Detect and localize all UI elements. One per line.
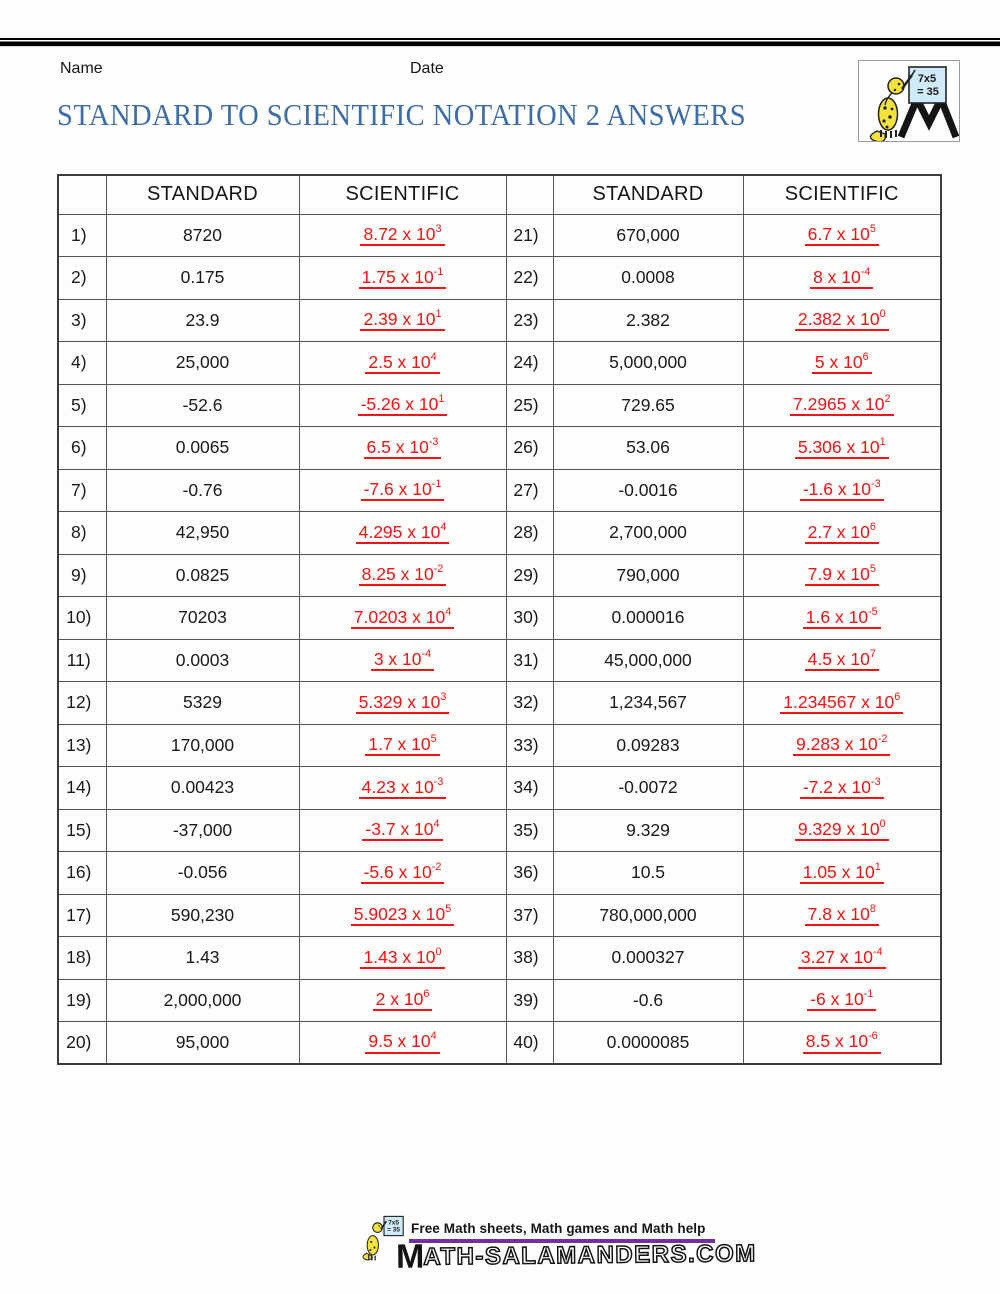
problem-number: 21)	[506, 214, 553, 257]
answer-underlined: -5.6 x $10^{-2}$	[361, 863, 445, 884]
salamander-icon	[363, 1221, 386, 1260]
problem-number: 28)	[506, 512, 553, 555]
scientific-answer	[743, 597, 941, 640]
standard-value: 8720	[106, 214, 299, 257]
table-row	[58, 979, 941, 1022]
answer-underlined: 5.329 x $10^3$	[356, 693, 450, 714]
header-blank-left	[58, 175, 106, 214]
answer-underlined: 2.5 x $10^4$	[365, 353, 439, 374]
answer-underlined: 7.2965 x $10^2$	[790, 395, 894, 416]
answer-underlined: 5.306 x $10^1$	[795, 438, 889, 459]
problem-number: 22)	[506, 257, 553, 300]
scientific-answer	[299, 979, 506, 1022]
scientific-answer	[299, 852, 506, 895]
scientific-answer	[299, 597, 506, 640]
table-row	[58, 554, 941, 597]
problem-number: 33)	[506, 724, 553, 767]
header-blank-right	[506, 175, 553, 214]
problem-number: 37)	[506, 894, 553, 937]
table-row	[58, 682, 941, 725]
answer-underlined: 2.7 x $10^6$	[805, 523, 879, 544]
answer-underlined: 4.23 x $10^{-3}$	[359, 778, 447, 799]
standard-value: 790,000	[553, 554, 743, 597]
standard-value: 0.00423	[106, 767, 299, 810]
scientific-answer	[299, 469, 506, 512]
problem-number: 13)	[58, 724, 106, 767]
problem-number: 4)	[58, 342, 106, 385]
answer-underlined: 6.5 x $10^{-3}$	[364, 438, 442, 459]
standard-value: 95,000	[106, 1022, 299, 1065]
salamander-logo-icon	[859, 61, 959, 141]
standard-value: 25,000	[106, 342, 299, 385]
scientific-answer	[299, 767, 506, 810]
answer-underlined: -7.6 x $10^{-1}$	[361, 480, 445, 501]
standard-value: -0.76	[106, 469, 299, 512]
scientific-answer	[743, 384, 941, 427]
problem-number: 3)	[58, 299, 106, 342]
scientific-answer	[299, 1022, 506, 1065]
math-salamanders-logo	[858, 60, 960, 142]
table-row	[58, 894, 941, 937]
table-row	[58, 342, 941, 385]
problem-number: 32)	[506, 682, 553, 725]
problem-number: 40)	[506, 1022, 553, 1065]
problem-number: 24)	[506, 342, 553, 385]
scientific-answer	[743, 427, 941, 470]
standard-value: 45,000,000	[553, 639, 743, 682]
answer-underlined: -5.26 x $10^1$	[358, 395, 448, 416]
name-label: Name	[60, 60, 103, 77]
problem-number: 19)	[58, 979, 106, 1022]
answer-underlined: 1.234567 x $10^6$	[780, 693, 903, 714]
answer-underlined: 4.5 x $10^7$	[805, 650, 879, 671]
problem-number: 31)	[506, 639, 553, 682]
answer-underlined: 1.75 x $10^{-1}$	[359, 268, 447, 289]
standard-value: 0.0003	[106, 639, 299, 682]
scientific-answer	[299, 937, 506, 980]
answer-underlined: 1.6 x $10^{-5}$	[803, 608, 881, 629]
scientific-answer	[743, 724, 941, 767]
table-row	[58, 937, 941, 980]
answer-underlined: 1.05 x $10^1$	[800, 863, 884, 884]
site-name-m: M	[395, 1237, 425, 1276]
table-row	[58, 809, 941, 852]
svg-text:= 35: = 35	[917, 86, 939, 98]
standard-value: 170,000	[106, 724, 299, 767]
problem-number: 7)	[58, 469, 106, 512]
standard-value: 670,000	[553, 214, 743, 257]
answer-underlined: 8.5 x $10^{-6}$	[803, 1032, 881, 1053]
header-scientific-right: SCIENTIFIC	[743, 175, 941, 214]
problem-number: 36)	[506, 852, 553, 895]
table-row	[58, 299, 941, 342]
scientific-answer	[299, 342, 506, 385]
scientific-answer	[743, 937, 941, 980]
site-name	[396, 1234, 757, 1277]
easel-m-icon	[901, 99, 956, 137]
header-standard-right: STANDARD	[553, 175, 743, 214]
table-row	[58, 512, 941, 555]
problem-number: 12)	[58, 682, 106, 725]
problem-number: 16)	[58, 852, 106, 895]
answer-underlined: 7.0203 x $10^4$	[351, 608, 455, 629]
scientific-answer	[299, 299, 506, 342]
scientific-answer	[743, 639, 941, 682]
scientific-answer	[743, 214, 941, 257]
answer-underlined: -7.2 x $10^{-3}$	[800, 778, 884, 799]
standard-value: 5,000,000	[553, 342, 743, 385]
answer-underlined: 4.295 x $10^4$	[356, 523, 450, 544]
scientific-answer	[299, 894, 506, 937]
standard-value: 70203	[106, 597, 299, 640]
answer-underlined: 8.72 x $10^3$	[360, 225, 444, 246]
answer-underlined: 2.39 x $10^1$	[360, 310, 444, 331]
standard-value: 729.65	[553, 384, 743, 427]
scientific-answer	[743, 554, 941, 597]
answer-underlined: 7.9 x $10^5$	[805, 565, 879, 586]
problem-number: 6)	[58, 427, 106, 470]
standard-value: -0.056	[106, 852, 299, 895]
problem-number: 14)	[58, 767, 106, 810]
scientific-answer	[299, 639, 506, 682]
top-rule-divider	[0, 38, 1000, 47]
scientific-answer	[743, 512, 941, 555]
problem-number: 26)	[506, 427, 553, 470]
problem-number: 23)	[506, 299, 553, 342]
scientific-answer	[743, 894, 941, 937]
standard-value: -0.6	[553, 979, 743, 1022]
standard-value: -52.6	[106, 384, 299, 427]
problem-number: 29)	[506, 554, 553, 597]
page-title: STANDARD TO SCIENTIFIC NOTATION 2 ANSWERS	[57, 97, 747, 132]
table-row	[58, 724, 941, 767]
svg-text:7x5: 7x5	[917, 73, 937, 85]
problem-number: 2)	[58, 257, 106, 300]
scientific-answer	[299, 554, 506, 597]
scientific-answer	[299, 724, 506, 767]
table-row	[58, 214, 941, 257]
scientific-answer	[299, 214, 506, 257]
table-row	[58, 257, 941, 300]
problem-number: 25)	[506, 384, 553, 427]
scientific-answer	[299, 809, 506, 852]
answer-underlined: 5.9023 x $10^5$	[351, 905, 455, 926]
problem-number: 38)	[506, 937, 553, 980]
standard-value: -0.0016	[553, 469, 743, 512]
answer-underlined: -3.7 x $10^4$	[362, 820, 442, 841]
table-row	[58, 384, 941, 427]
answer-underlined: 1.7 x $10^5$	[365, 735, 439, 756]
problem-number: 8)	[58, 512, 106, 555]
problem-number: 30)	[506, 597, 553, 640]
answer-underlined: 9.283 x $10^{-2}$	[793, 735, 890, 756]
scientific-answer	[743, 299, 941, 342]
standard-value: 42,950	[106, 512, 299, 555]
scientific-answer	[743, 852, 941, 895]
answer-underlined: 8 x $10^{-4}$	[810, 268, 873, 289]
scientific-answer	[743, 767, 941, 810]
table-body	[58, 214, 941, 1064]
problem-number: 17)	[58, 894, 106, 937]
site-name-rest: ATH-SALAMANDERS.COM	[423, 1240, 757, 1271]
standard-value: 1.43	[106, 937, 299, 980]
answer-underlined: 3 x $10^{-4}$	[371, 650, 434, 671]
scientific-answer	[743, 809, 941, 852]
standard-value: 2.382	[553, 299, 743, 342]
problem-number: 20)	[58, 1022, 106, 1065]
table-row	[58, 852, 941, 895]
table-row	[58, 597, 941, 640]
footer-tagline: Free Math sheets, Math games and Math help	[411, 1221, 706, 1236]
answers-table	[57, 174, 942, 1065]
answer-underlined: 9.5 x $10^4$	[365, 1032, 439, 1053]
standard-value: 10.5	[553, 852, 743, 895]
answer-underlined: 7.8 x $10^8$	[805, 905, 879, 926]
standard-value: 0.000016	[553, 597, 743, 640]
scientific-answer	[299, 682, 506, 725]
standard-value: 780,000,000	[553, 894, 743, 937]
problem-number: 15)	[58, 809, 106, 852]
scientific-answer	[743, 342, 941, 385]
salamander-icon	[870, 70, 915, 141]
scientific-answer	[743, 257, 941, 300]
scientific-answer	[299, 384, 506, 427]
answer-underlined: 2 x $10^6$	[373, 990, 433, 1011]
scientific-answer	[299, 427, 506, 470]
standard-value: 2,700,000	[553, 512, 743, 555]
svg-text:= 35: = 35	[387, 1226, 400, 1234]
table-header-row	[58, 175, 941, 214]
problem-number: 35)	[506, 809, 553, 852]
answer-underlined: 2.382 x $10^0$	[795, 310, 889, 331]
standard-value: 0.0000085	[553, 1022, 743, 1065]
header-scientific-left: SCIENTIFIC	[299, 175, 506, 214]
answer-underlined: 8.25 x $10^{-2}$	[359, 565, 447, 586]
table-row	[58, 427, 941, 470]
standard-value: 0.0065	[106, 427, 299, 470]
standard-value: 590,230	[106, 894, 299, 937]
svg-text:7x5: 7x5	[388, 1219, 399, 1227]
standard-value: 9.329	[553, 809, 743, 852]
answer-underlined: 3.27 x $10^{-4}$	[798, 948, 886, 969]
standard-value: -0.0072	[553, 767, 743, 810]
standard-value: 0.000327	[553, 937, 743, 980]
answer-underlined: 5 x $10^6$	[812, 353, 872, 374]
problem-number: 1)	[58, 214, 106, 257]
scientific-answer	[743, 1022, 941, 1065]
standard-value: 0.0008	[553, 257, 743, 300]
answer-underlined: 1.43 x $10^0$	[360, 948, 444, 969]
standard-value: 53.06	[553, 427, 743, 470]
problem-number: 27)	[506, 469, 553, 512]
scientific-answer	[299, 512, 506, 555]
standard-value: 0.175	[106, 257, 299, 300]
standard-value: -37,000	[106, 809, 299, 852]
answer-underlined: 9.329 x $10^0$	[795, 820, 889, 841]
table-row	[58, 469, 941, 512]
table-row	[58, 1022, 941, 1065]
table-row	[58, 639, 941, 682]
header-standard-left: STANDARD	[106, 175, 299, 214]
problem-number: 11)	[58, 639, 106, 682]
problem-number: 10)	[58, 597, 106, 640]
problem-number: 18)	[58, 937, 106, 980]
problem-number: 39)	[506, 979, 553, 1022]
scientific-answer	[743, 682, 941, 725]
date-label: Date	[410, 60, 444, 77]
problem-number: 34)	[506, 767, 553, 810]
problem-number: 9)	[58, 554, 106, 597]
answer-underlined: -1.6 x $10^{-3}$	[800, 480, 884, 501]
answer-underlined: -6 x $10^{-1}$	[807, 990, 876, 1011]
standard-value: 0.09283	[553, 724, 743, 767]
problem-number: 5)	[58, 384, 106, 427]
scientific-answer	[743, 469, 941, 512]
standard-value: 1,234,567	[553, 682, 743, 725]
standard-value: 0.0825	[106, 554, 299, 597]
scientific-answer	[299, 257, 506, 300]
standard-value: 23.9	[106, 299, 299, 342]
standard-value: 2,000,000	[106, 979, 299, 1022]
scientific-answer	[743, 979, 941, 1022]
standard-value: 5329	[106, 682, 299, 725]
table-row	[58, 767, 941, 810]
answer-underlined: 6.7 x $10^5$	[805, 225, 879, 246]
